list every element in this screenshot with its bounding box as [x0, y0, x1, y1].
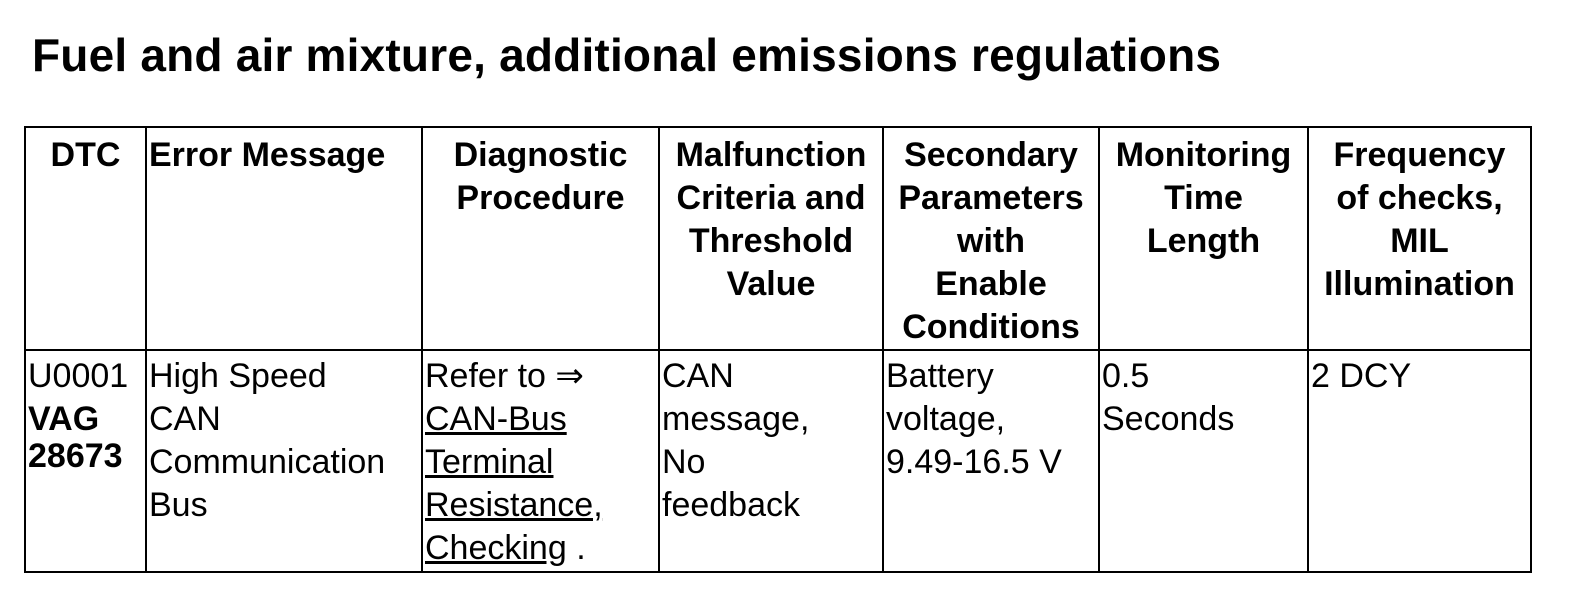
header-secondary-parameters: Secondary Parameters with Enable Conditions [883, 127, 1099, 350]
header-monitoring-time: Monitoring Time Length [1099, 127, 1308, 350]
cell-dtc [25, 350, 146, 572]
cell-frequency: 2 DCY [1308, 350, 1531, 572]
vag-label: VAG [28, 400, 100, 438]
page-title: Fuel and air mixture, additional emissions regulations [32, 29, 1222, 81]
cell-malfunction-criteria: CAN message, No feedback [659, 350, 883, 572]
vag-number: 28673 [28, 437, 123, 475]
procedure-link-line-3[interactable]: Resistance, [425, 486, 603, 524]
cell-secondary-parameters: Battery voltage, 9.49-16.5 V [883, 350, 1099, 572]
header-diagnostic-procedure: Diagnostic Procedure [422, 127, 659, 350]
cell-error-message: High Speed CAN Communication Bus [146, 350, 422, 572]
table-header-row [25, 127, 1531, 350]
dtc-table [24, 126, 1532, 573]
header-dtc: DTC [25, 127, 146, 350]
header-error-message: Error Message [146, 127, 422, 350]
dtc-code: U0001 [28, 357, 129, 395]
procedure-suffix: . [566, 529, 586, 567]
header-frequency: Frequency of checks, MIL Illumination [1308, 127, 1531, 350]
procedure-link-line-4[interactable]: Checking [425, 529, 567, 567]
table-row [25, 350, 1531, 572]
cell-diagnostic-procedure [422, 350, 659, 572]
cell-monitoring-time: 0.5 Seconds [1099, 350, 1308, 572]
procedure-link-line-2[interactable]: Terminal [425, 443, 554, 481]
header-malfunction-criteria: Malfunction Criteria and Threshold Value [659, 127, 883, 350]
procedure-prefix: Refer to ⇒ [425, 357, 584, 395]
procedure-link-line-1[interactable]: CAN-Bus [425, 400, 567, 438]
